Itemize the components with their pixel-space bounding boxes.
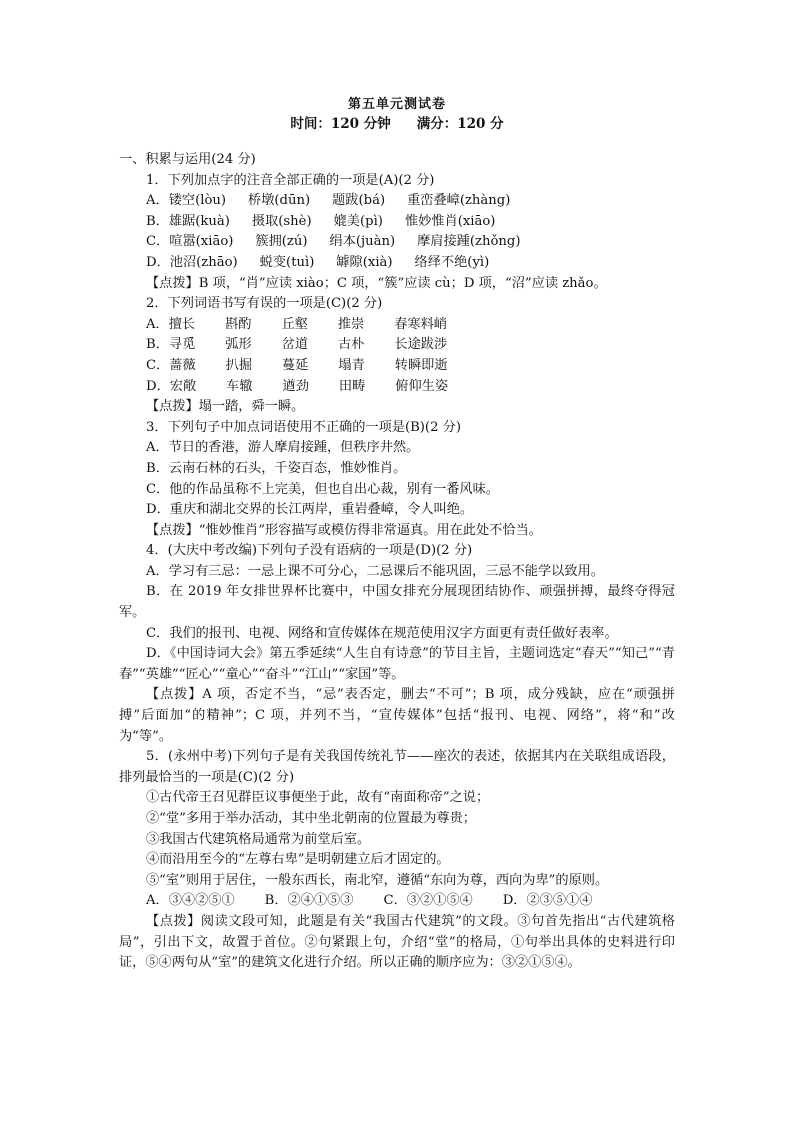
q2-note: 【点拨】塌一踏，舜一瞬。 [146, 399, 305, 415]
exam-meta [119, 114, 675, 134]
q3-option-c: C．他的作品虽称不上完美，但也自出心裁，别有一番风味。 [146, 481, 499, 497]
q3-option-d: D．重庆和湖北交界的长江两岸，重岩叠嶂，令人叫绝。 [146, 502, 474, 518]
q1-stem: 1．下列加点字的注音全部正确的一项是(A)(2 分) [146, 172, 435, 188]
q4-option-c: C．我们的报刊、电视、网络和宣传媒体在规范使用汉字方面更有责任做好表率。 [146, 625, 618, 641]
q5-options: A．③④②⑤① B．②④①⑤③ C．③②①⑤④ D．②③⑤①④ [146, 893, 593, 909]
q2-option-a: A．擅长 斟酌 丘壑 推崇 春寒料峭 [146, 316, 447, 332]
q5-sentence-5: ⑤“室”则用于居住，一般东西长，南北窄，遵循“东向为尊，西向为卑”的原则。 [146, 872, 609, 888]
q5-sentence-1: ①古代帝王召见群臣议事便坐于此，故有“南面称帝”之说； [146, 790, 490, 806]
q3-note: 【点拨】“惟妙惟肖”形容描写或模仿得非常逼真。用在此处不恰当。 [146, 522, 542, 538]
exam-time: 时间：120 分钟 [290, 116, 391, 132]
q5-note: 【点拨】阅读文段可知，此题是有关“我国古代建筑”的文段。③句首先指出“古代建筑格局”，引出下文，故置于首位。②句紧跟上句，介绍“堂”的格局，①句举出具体的史料进行印证，⑤④两句从“室”的建筑文化进行介绍。所以正确的顺序应为：③②①⑤④。 [119, 913, 675, 971]
exam-score: 满分：120 分 [416, 116, 504, 132]
q4-option-a: A．学习有三忌：一忌上课不可分心，二忌课后不能巩固，三忌不能学以致用。 [146, 563, 604, 579]
q2-option-c: C．蔷薇 扒掘 蔓延 塌青 转瞬即逝 [146, 357, 448, 373]
q4-note: 【点拨】A 项，否定不当，“忌”表否定，删去“不可”；B 项，成分残缺，应在“顽强拼搏”后面加“的精神”；C 项，并列不当，“宣传媒体”包括“报刊、电视、网络”，将“和”改为“等”。 [119, 687, 675, 744]
q5-sentence-4: ④而沿用至今的“左尊右卑”是明朝建立后才固定的。 [146, 852, 450, 868]
q2-option-d: D．宏敞 车辙 遒劲 田畴 俯仰生姿 [146, 378, 449, 394]
q1-note: 【点拨】B 项，“肖”应读 xiào；C 项，“簇”应读 cù；D 项，“沼”应读 zhǎo。 [146, 275, 607, 291]
q1-option-d: D．池沼(zhāo) 蜕变(tuì) 罅隙(xià) 络绎不绝(yì) [146, 254, 490, 270]
q4-option-b: B．在 2019 年女排世界杯比赛中，中国女排充分展现团结协作、顽强拼搏，最终夺得冠军。 [119, 584, 675, 621]
q3-stem: 3．下列句子中加点词语使用不正确的一项是(B)(2 分) [146, 419, 461, 435]
q2-stem: 2．下列词语书写有误的一项是(C)(2 分) [146, 296, 383, 312]
q3-option-b: B．云南石林的石头，千姿百态，惟妙惟肖。 [146, 460, 407, 476]
q1-option-a: A．镂空(lòu) 桥墩(dūn) 题跋(bá) 重峦叠嶂(zhàng) [146, 193, 511, 209]
exam-page [119, 96, 675, 974]
q1-option-c: C．喧嚣(xiāo) 簇拥(zú) 绢本(juàn) 摩肩接踵(zhǒng) [146, 234, 521, 250]
section-heading: 一、积累与运用(24 分) [119, 152, 256, 167]
q5-stem: 5．(永州中考)下列句子是有关我国传统礼节——座次的表述，依据其内在关联组成语段，排列最恰当的一项是(C)(2 分) [119, 749, 675, 785]
q5-sentence-2: ②“堂”多用于举办活动，其中坐北朝南的位置最为尊贵； [146, 811, 476, 826]
q1-option-b: B．雄踞(kuà) 摄取(shè) 媲美(pì) 惟妙惟肖(xiāo) [146, 213, 496, 229]
q2-option-b: B．寻觅 弧形 岔道 古朴 长途跋涉 [146, 337, 448, 353]
q4-stem: 4．(大庆中考改编)下列句子没有语病的一项是(D)(2 分) [146, 543, 473, 559]
exam-title: 第五单元测试卷 [347, 97, 446, 112]
q3-option-a: A．节日的香港，游人摩肩接踵，但秩序井然。 [146, 440, 420, 456]
q4-option-d: D．《中国诗词大会》第五季延续“人生自有诗意”的节目主旨，主题词选定“春天”“知己”“青春”“英雄”“匠心”“童心”“奋斗”“江山”“家国”等。 [119, 646, 675, 682]
q5-sentence-3: ③我国古代建筑格局通常为前堂后室。 [146, 831, 371, 847]
